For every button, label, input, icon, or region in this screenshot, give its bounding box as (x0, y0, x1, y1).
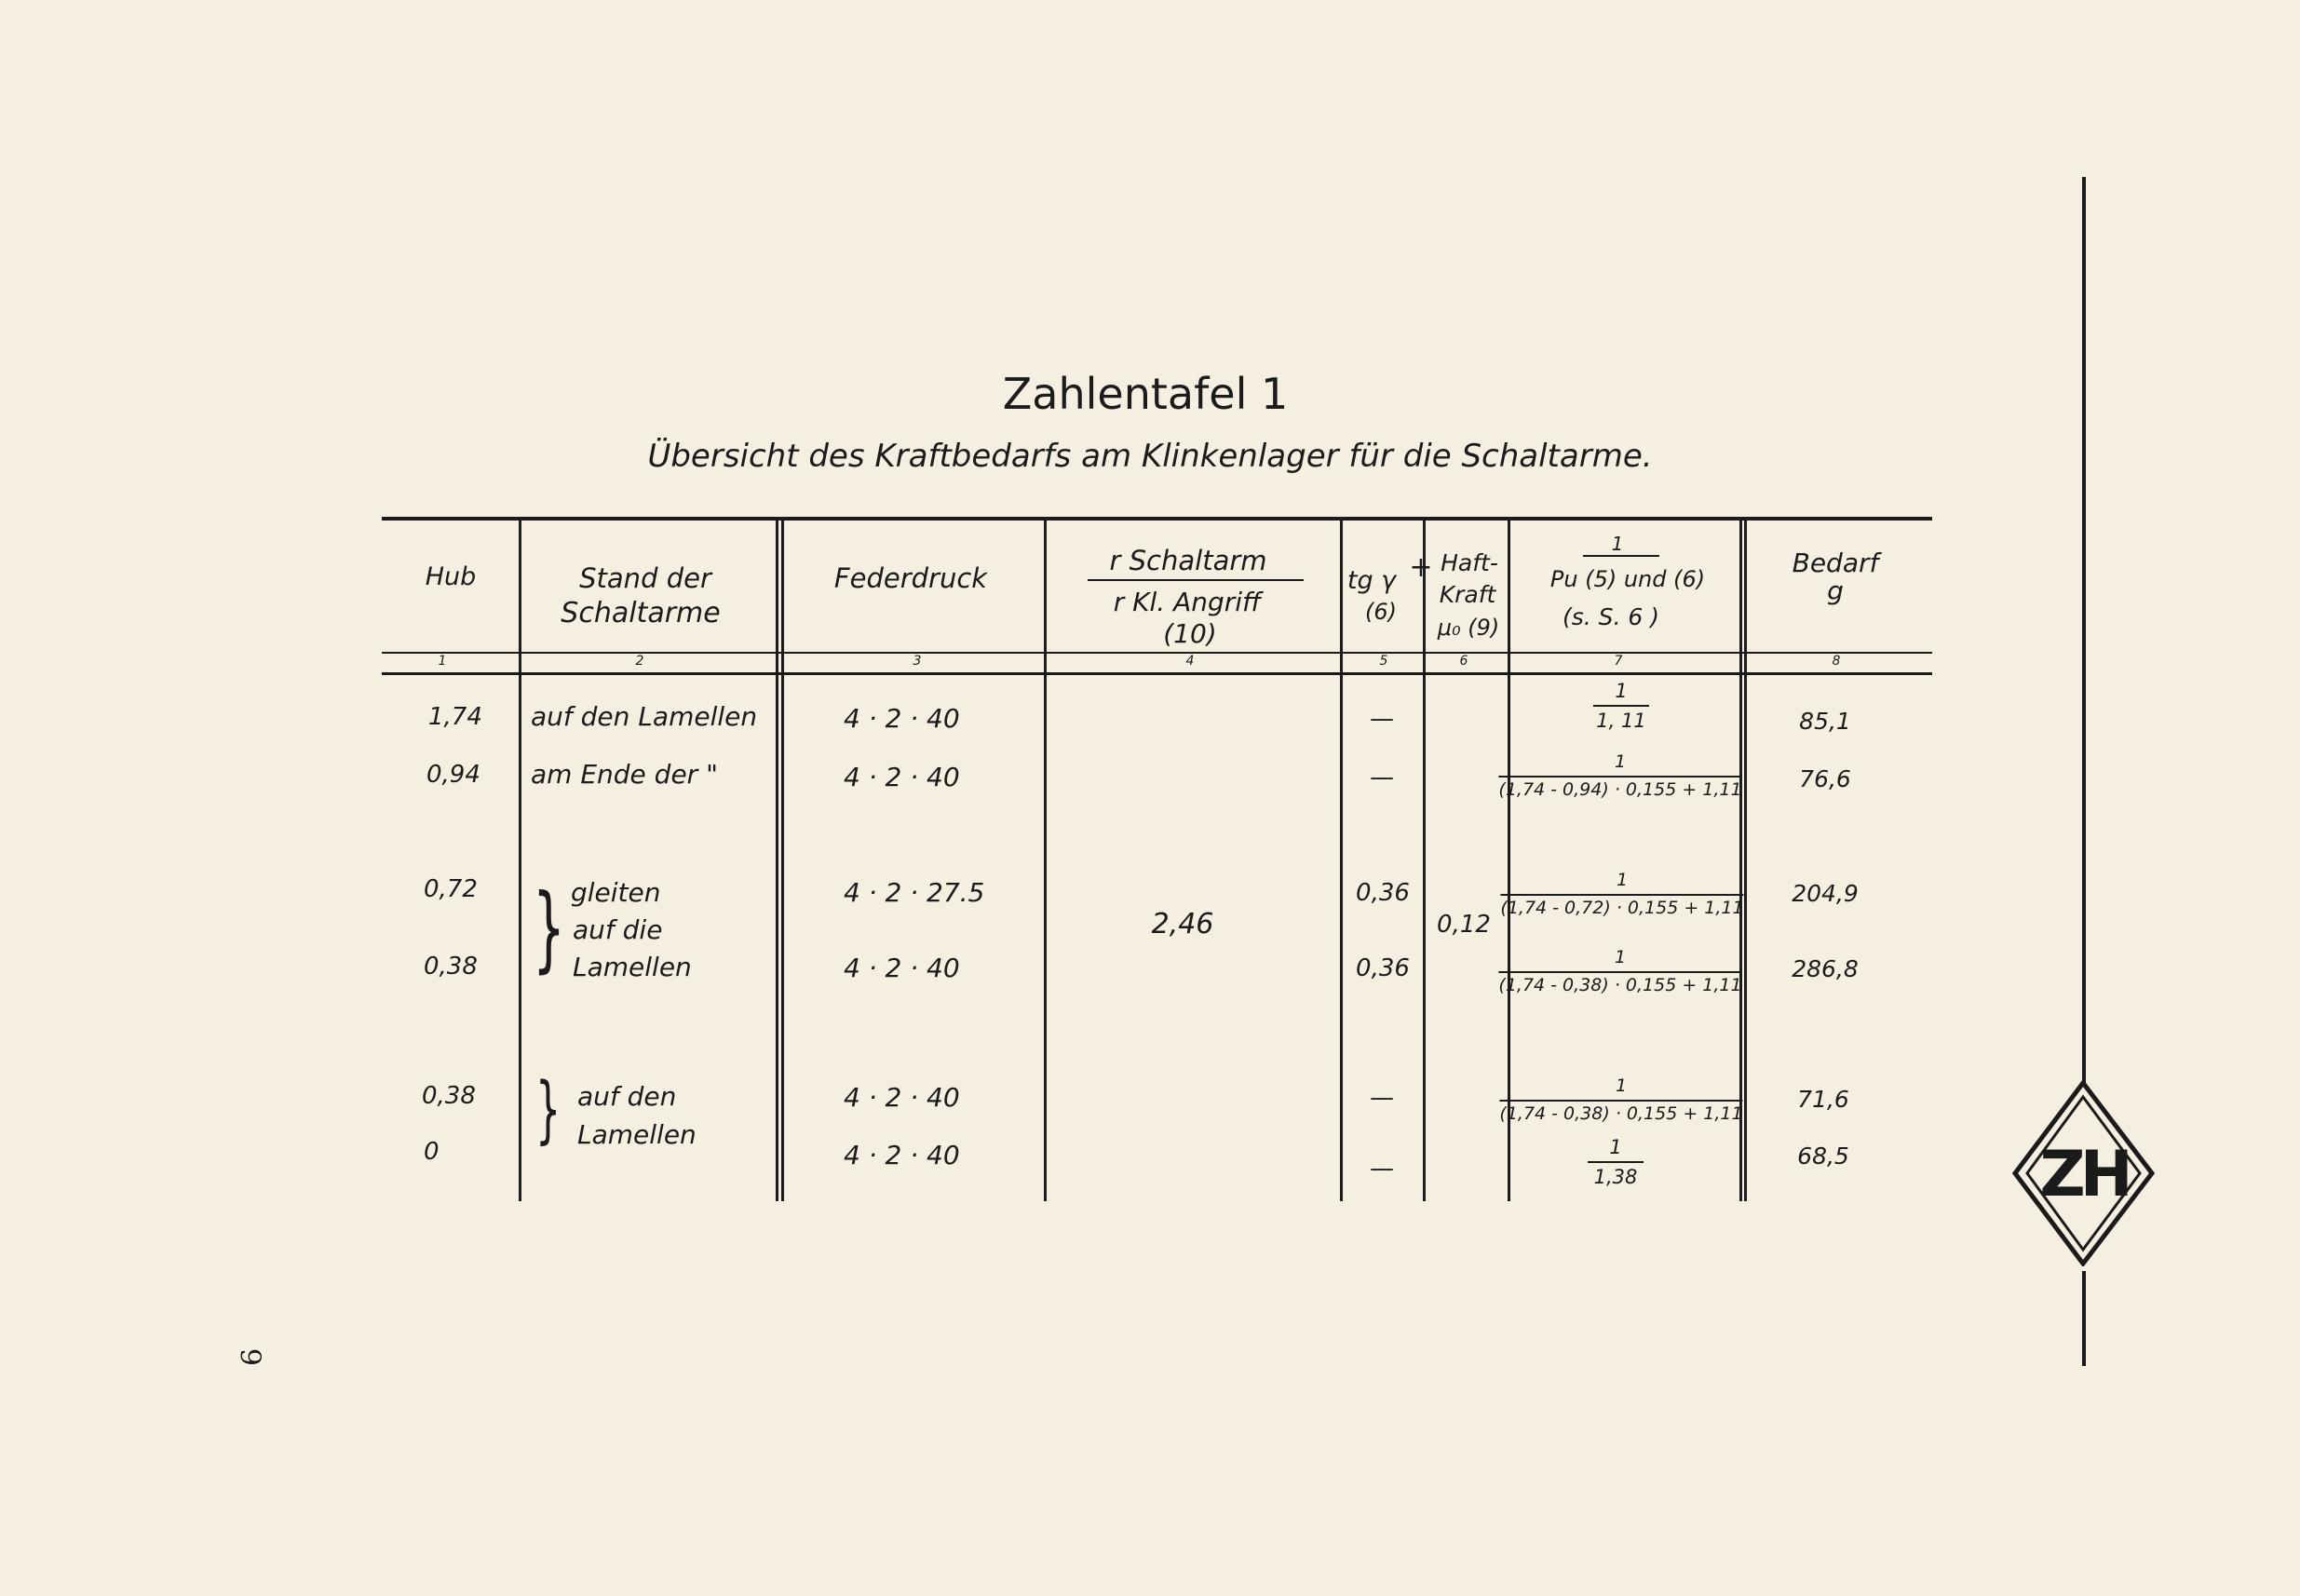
header-bedarf: Bedarf (1792, 548, 1879, 578)
cell-federdruck: 4 · 2 · 40 (844, 762, 960, 792)
cell-pu-fraction (1498, 948, 1741, 996)
fraction-denominator: (1,74 - 0,38) · 0,155 + 1,11 (1499, 1102, 1743, 1124)
header-bedarf-unit: g (1827, 575, 1844, 606)
group-line: Lamellen (577, 1119, 697, 1150)
fraction-bar (1499, 1100, 1742, 1102)
cell-pu-fraction (1499, 1076, 1742, 1125)
cell-bedarf: 85,1 (1799, 708, 1851, 735)
header-pu-denominator: Pu (5) und (6) (1549, 566, 1706, 592)
cell-pu-fraction (1588, 1136, 1644, 1188)
cell-haft-value: 0,12 (1437, 911, 1491, 939)
group-line: Lamellen (573, 952, 692, 982)
header-stand-line2: Schaltarme (561, 597, 721, 629)
table-col-divider (1423, 517, 1426, 1201)
column-number: 3 (913, 654, 922, 669)
margin-rule-lower (2082, 1271, 2086, 1366)
header-tg-ref: (6) (1365, 599, 1397, 625)
cell-hub: 0,38 (424, 953, 478, 981)
cell-tg: 0,36 (1356, 879, 1410, 907)
table-top-rule (382, 517, 1932, 521)
cell-bedarf: 286,8 (1792, 955, 1859, 982)
table-col-divider (776, 517, 778, 1201)
fraction-denominator: (1,74 - 0,72) · 0,155 + 1,11 (1500, 897, 1744, 918)
column-number: 7 (1614, 654, 1623, 669)
fraction-numerator: 1 (1609, 1136, 1622, 1158)
cell-pu-fraction (1500, 871, 1743, 919)
header-plus: + (1409, 551, 1433, 584)
header-ratio-bar (1088, 579, 1304, 581)
fraction-numerator: 1 (1614, 751, 1627, 772)
column-number: 1 (438, 654, 447, 669)
table-col-divider (781, 517, 784, 1201)
group-line: auf den (577, 1081, 677, 1112)
fraction-denominator: (1,74 - 0,38) · 0,155 + 1,11 (1498, 974, 1742, 995)
header-ratio-ref: (10) (1163, 618, 1217, 649)
cell-hub: 0,38 (422, 1082, 476, 1110)
fraction-bar (1498, 776, 1741, 778)
fraction-bar (1498, 971, 1741, 973)
group-brace: } (533, 873, 565, 982)
table-header-rule-1 (382, 652, 1932, 654)
header-haft-line2: Kraft (1439, 581, 1496, 608)
fraction-denominator: 1, 11 (1596, 710, 1646, 733)
fraction-denominator: (1,74 - 0,94) · 0,155 + 1,11 (1498, 778, 1742, 800)
fraction-bar (1588, 1161, 1644, 1163)
cell-federdruck: 4 · 2 · 40 (844, 1140, 960, 1170)
fraction-numerator: 1 (1615, 1075, 1628, 1096)
header-stand-line1: Stand der (579, 562, 711, 594)
cell-stand: auf den Lamellen (531, 701, 758, 732)
cell-pu-fraction (1593, 680, 1649, 732)
column-number: 8 (1832, 654, 1841, 669)
cell-federdruck: 4 · 2 · 40 (844, 703, 960, 734)
header-haft-line1: Haft- (1441, 549, 1498, 576)
cell-ratio-value: 2,46 (1151, 908, 1214, 940)
table-col-divider (1744, 517, 1747, 1201)
fraction-bar (1593, 705, 1649, 707)
cell-hub: 0 (424, 1138, 440, 1166)
page-title: Zahlentafel 1 (1002, 369, 1289, 419)
header-ratio-numerator: r Schaltarm (1109, 545, 1267, 576)
header-pu-bar (1583, 555, 1659, 557)
margin-rule-upper (2082, 177, 2086, 1085)
cell-bedarf: 204,9 (1792, 880, 1859, 907)
header-ratio-denominator: r Kl. Angriff (1113, 587, 1262, 617)
cell-pu-fraction (1498, 752, 1741, 801)
page-subtitle: Übersicht des Kraftbedarfs am Klinkenlager für die Schaltarme. (647, 438, 1653, 475)
header-hub: Hub (425, 562, 477, 591)
group-brace: } (535, 1068, 561, 1152)
table-header-rule-2 (382, 672, 1932, 675)
cell-tg: — (1370, 705, 1394, 733)
table-col-divider (1044, 517, 1047, 1201)
column-number: 5 (1379, 654, 1388, 669)
table-col-divider (1340, 517, 1343, 1201)
cell-bedarf: 68,5 (1797, 1143, 1849, 1170)
column-number: 4 (1185, 654, 1195, 669)
fraction-denominator: 1,38 (1593, 1166, 1638, 1189)
header-pu-numerator: 1 (1611, 533, 1624, 555)
cell-federdruck: 4 · 2 · 40 (844, 1082, 960, 1113)
logo-icon (2011, 1080, 2156, 1266)
header-tg: tg γ (1346, 566, 1397, 595)
header-pu-ref: (s. S. 6 ) (1562, 603, 1660, 630)
page-number: 6 (237, 1347, 270, 1367)
group-line: auf die (573, 914, 663, 945)
cell-hub: 0,72 (424, 875, 478, 903)
fraction-numerator: 1 (1615, 680, 1628, 702)
fraction-bar (1500, 894, 1743, 896)
column-number: 2 (635, 654, 644, 669)
cell-tg: — (1370, 1155, 1394, 1183)
cell-tg: — (1370, 764, 1394, 791)
cell-federdruck: 4 · 2 · 27.5 (844, 877, 985, 908)
cell-hub: 1,74 (428, 703, 482, 731)
fraction-numerator: 1 (1616, 870, 1629, 890)
column-number: 6 (1459, 654, 1468, 669)
cell-hub: 0,94 (426, 761, 480, 789)
cell-stand: am Ende der " (531, 759, 718, 790)
cell-tg: 0,36 (1356, 954, 1410, 982)
group-line: gleiten (571, 877, 661, 908)
cell-bedarf: 76,6 (1799, 765, 1851, 792)
cell-tg: — (1370, 1084, 1394, 1112)
logo-text: ZH (2039, 1138, 2128, 1211)
table-col-divider (519, 517, 521, 1201)
fraction-numerator: 1 (1614, 947, 1627, 967)
cell-bedarf: 71,6 (1797, 1086, 1849, 1113)
header-haft-line3: μ₀ (9) (1437, 615, 1500, 641)
header-federdruck: Federdruck (833, 562, 988, 594)
cell-federdruck: 4 · 2 · 40 (844, 953, 960, 983)
